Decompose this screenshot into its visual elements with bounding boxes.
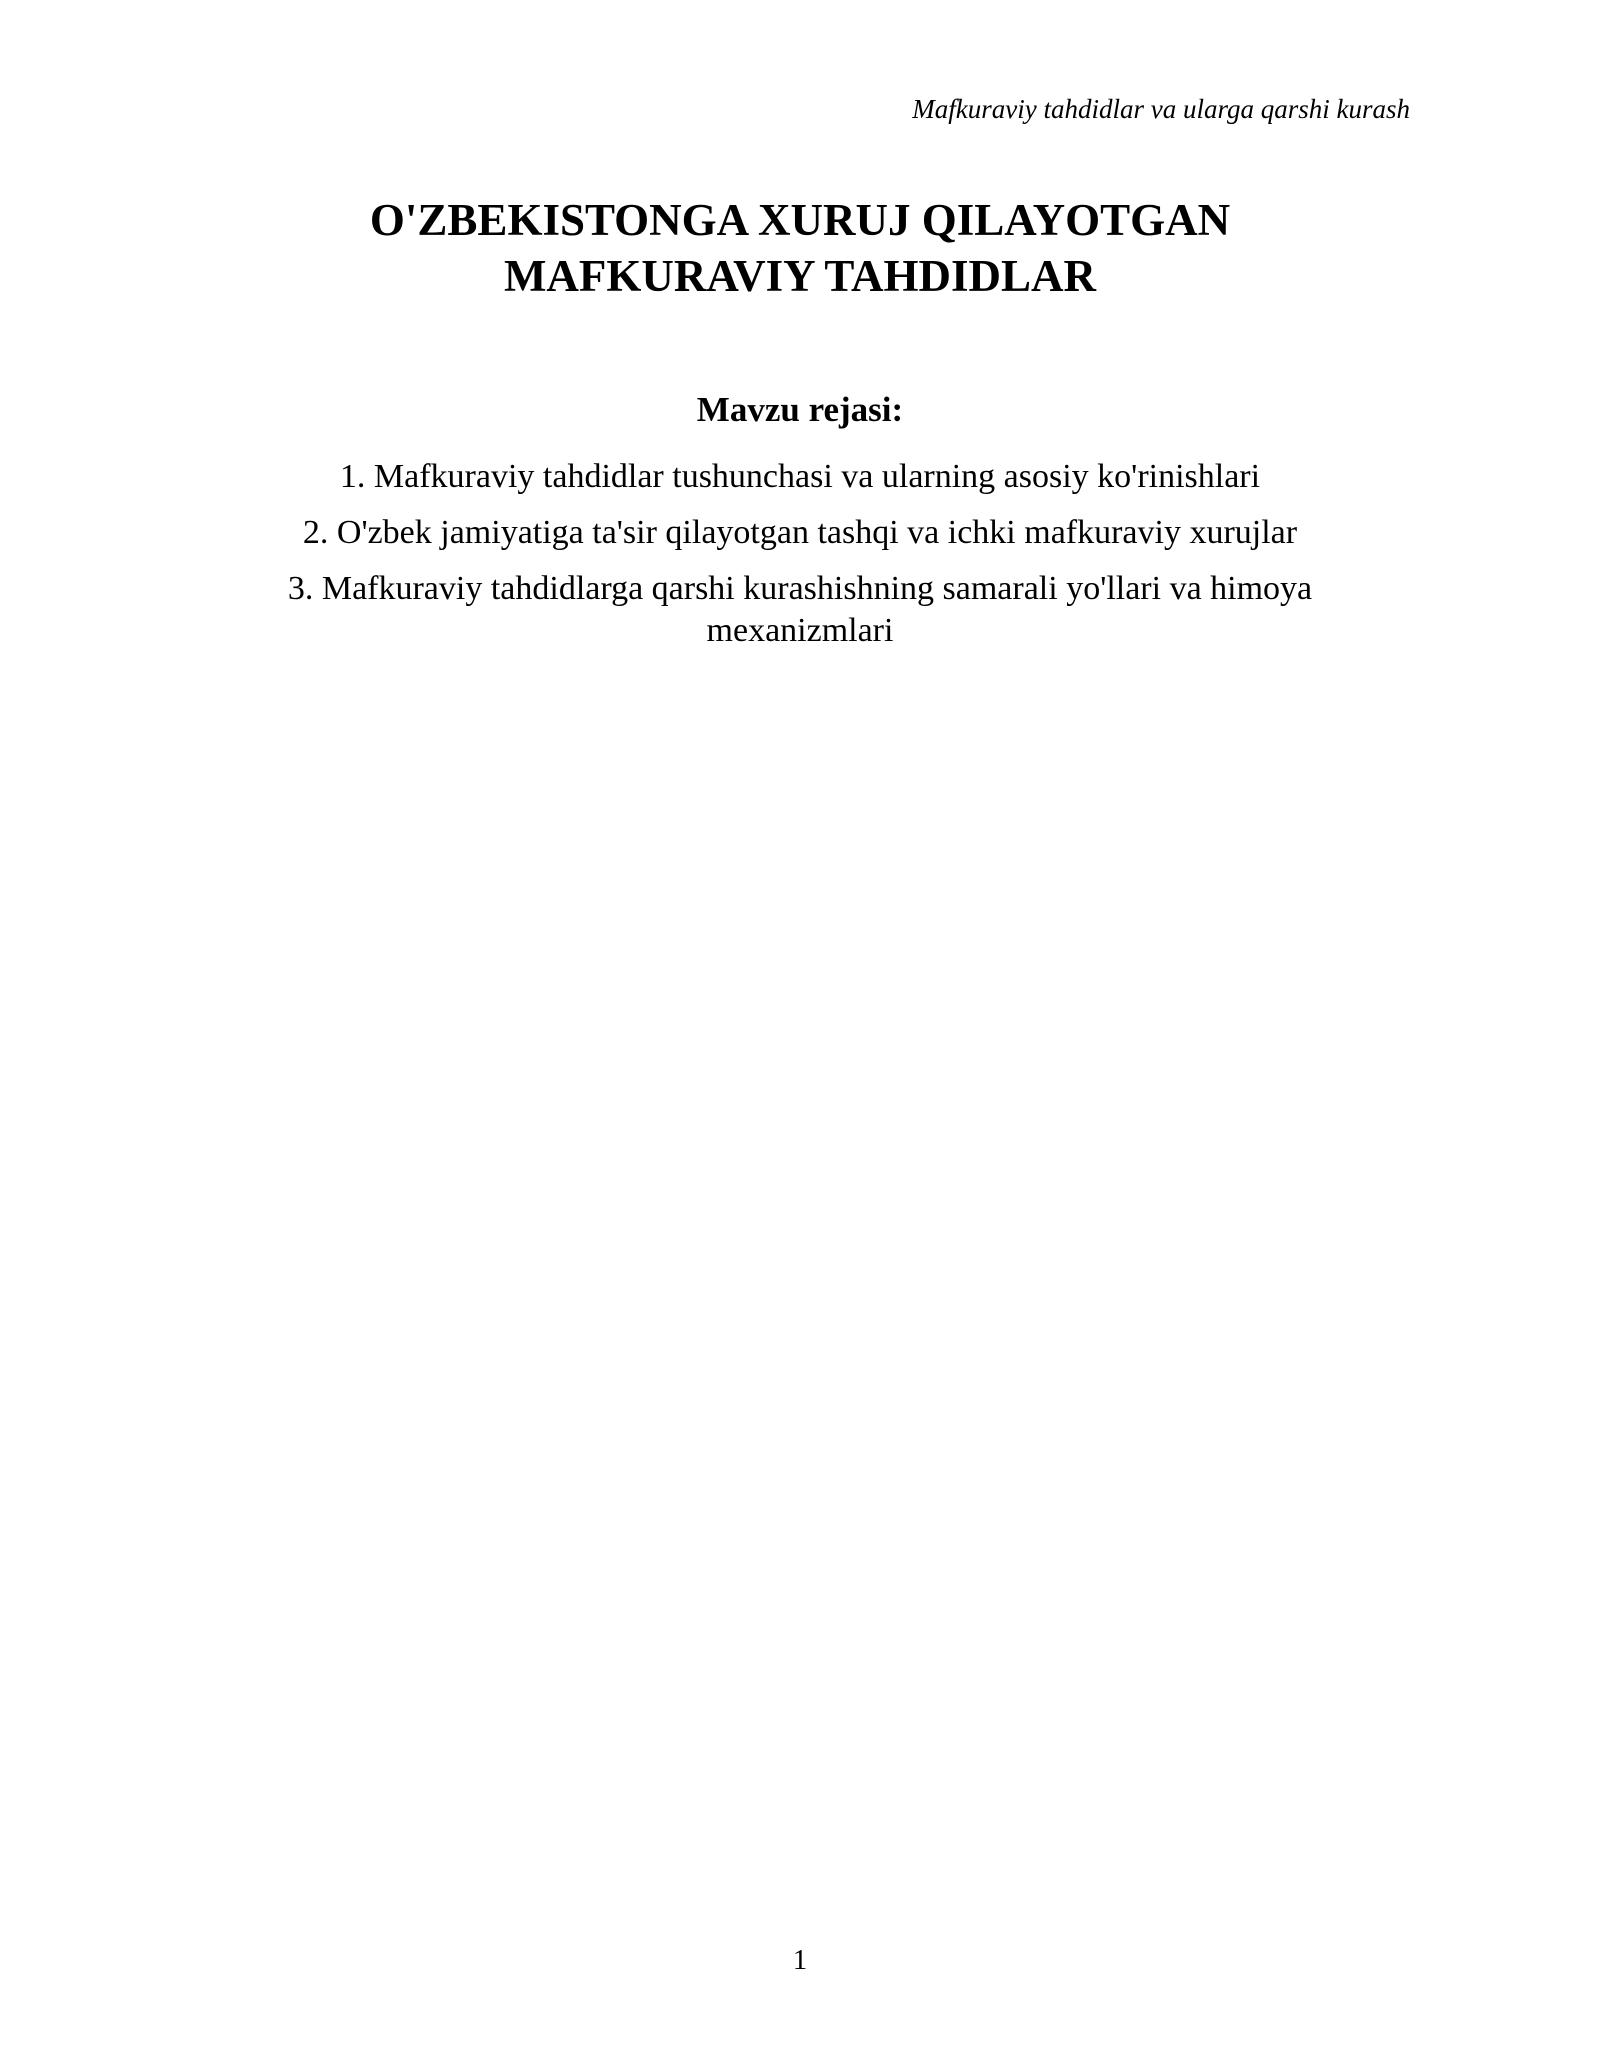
document-title-line-2: MAFKURAVIY TAHDIDLAR (503, 251, 1097, 301)
document-title (200, 192, 1400, 304)
plan-heading: Mavzu rejasi: (696, 390, 904, 429)
running-header: Mafkuraviy tahdidlar va ularga qarshi kurash (912, 94, 1410, 124)
plan-item: 1. Mafkuraviy tahdidlar tushunchasi va ularning asosiy ko'rinishlari (339, 458, 1261, 495)
plan-item: 2. O'zbek jamiyatiga ta'sir qilayotgan tashqi va ichki mafkuraviy xurujlar (302, 514, 1298, 551)
plan-list (220, 456, 1380, 666)
page-number: 1 (792, 1944, 808, 1976)
plan-item: 3. Mafkuraviy tahdidlarga qarshi kurashishning samarali yo'llari va himoya mexanizmlari (287, 570, 1313, 649)
document-title-line-1: O'ZBEKISTONGA XURUJ QILAYOTGAN (369, 195, 1231, 245)
